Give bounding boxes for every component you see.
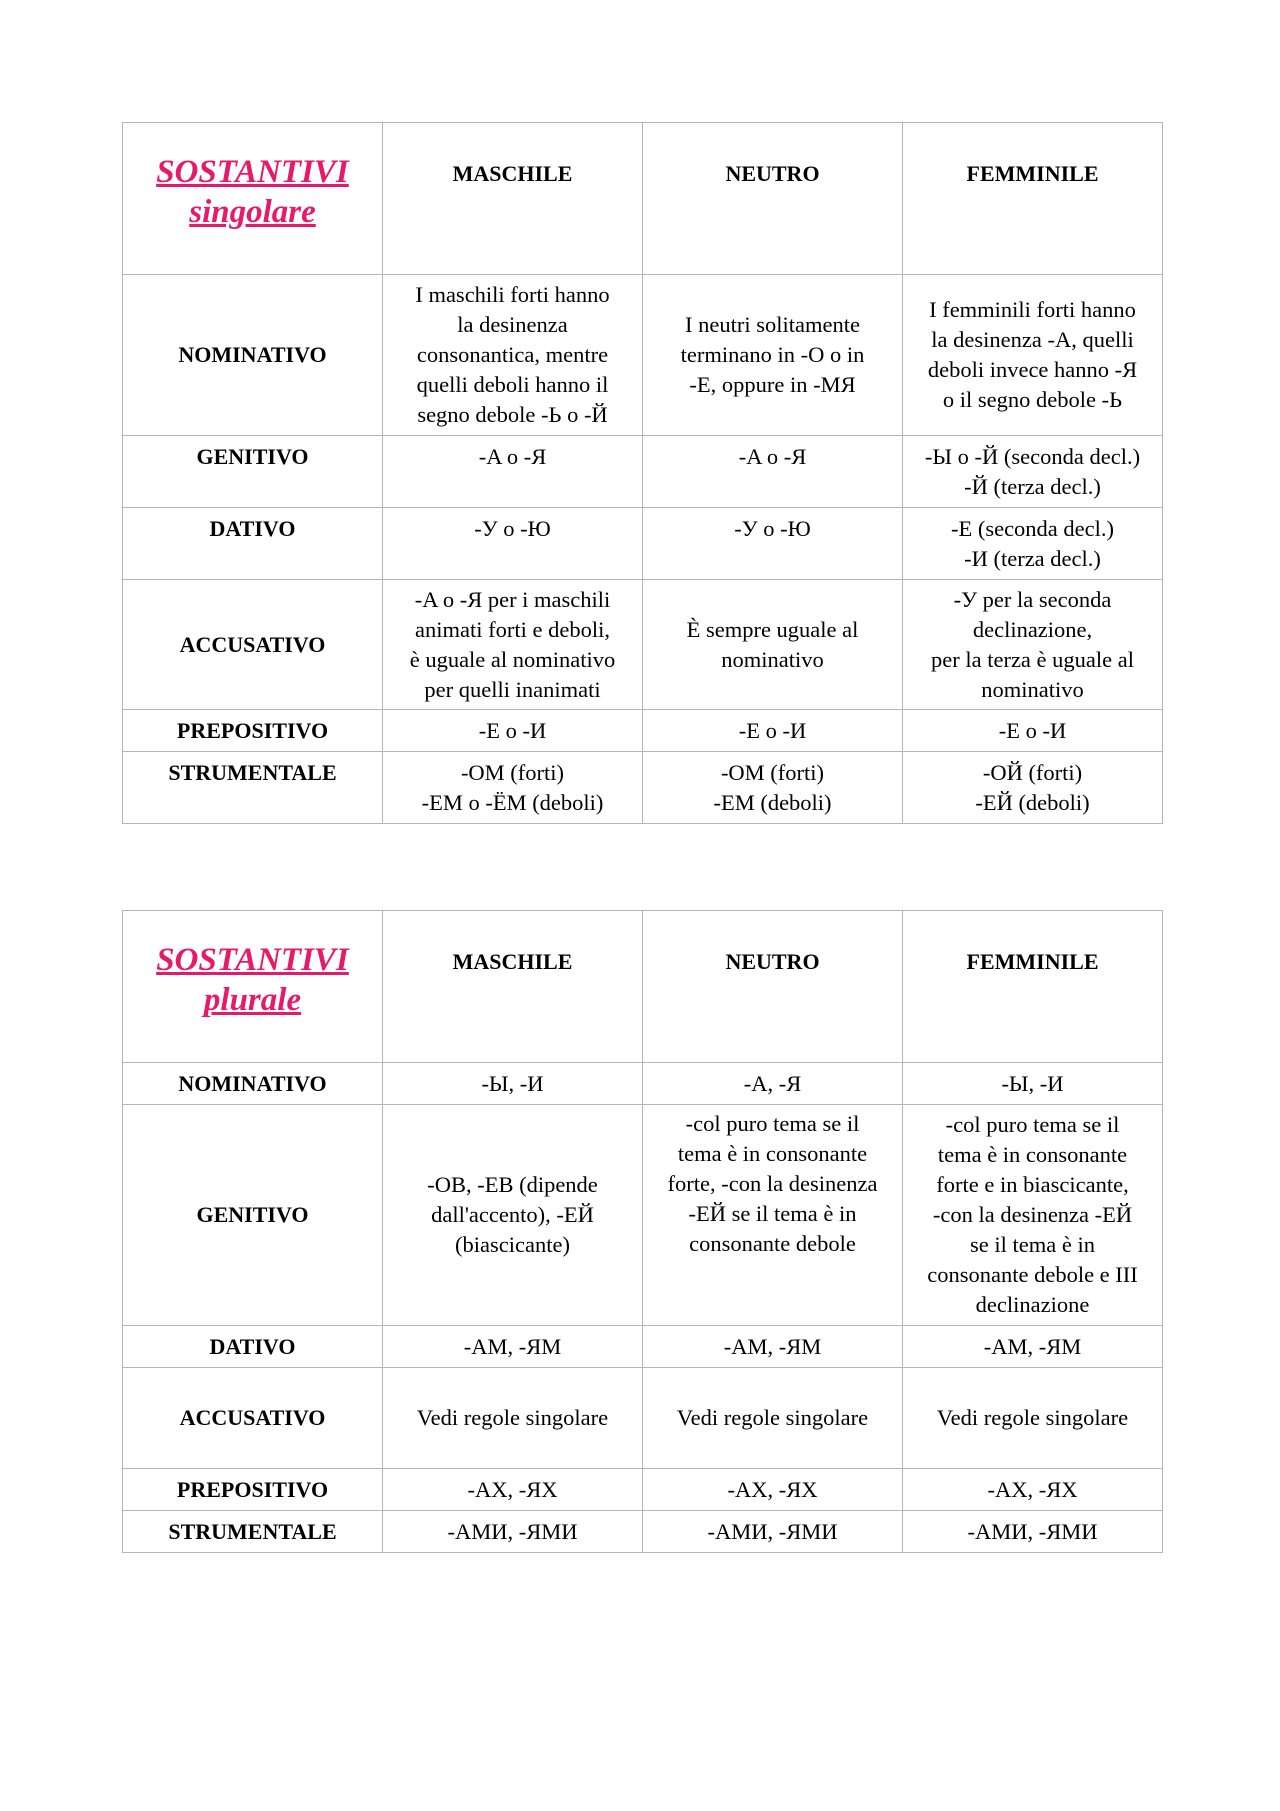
table-row-strumentale (123, 752, 1163, 824)
row-label: STRUMENTALE (123, 1511, 383, 1553)
row-label: ACCUSATIVO (123, 1368, 383, 1469)
table-row-prepositivo (123, 1469, 1163, 1511)
table-cell: -AMИ, -ЯМИ (383, 1511, 643, 1553)
table-cell: -OЙ (forti) -EЙ (deboli) (903, 752, 1163, 824)
row-label: DATIVO (123, 1326, 383, 1368)
table-cell: Vedi regole singolare (643, 1368, 903, 1469)
row-label: DATIVO (123, 508, 383, 580)
table-cell: -Ы, -И (903, 1063, 1163, 1105)
table-cell: -Ы o -Й (seconda decl.) -Й (terza decl.) (903, 436, 1163, 508)
table-cell: I femminili forti hanno la desinenza -A, quelli deboli invece hanno -Я o il segno debole -Ь (903, 275, 1163, 436)
table-cell: Vedi regole singolare (383, 1368, 643, 1469)
table-cell: I maschili forti hanno la desinenza consonantica, mentre quelli deboli hanno il segno debole -Ь o -Й (383, 275, 643, 436)
title-line-2: plurale (203, 981, 302, 1018)
row-label: PREPOSITIVO (123, 1469, 383, 1511)
title-line-1: SOSTANTIVI (156, 941, 349, 978)
column-header-neutro: NEUTRO (643, 911, 903, 1063)
table-cell: -OB, -EB (dipende dall'accento), -EЙ (biascicante) (383, 1105, 643, 1326)
table-cell: -У o -Ю (643, 508, 903, 580)
plural-declension-table (122, 910, 1163, 1553)
table-cell: -OM (forti) -EM (deboli) (643, 752, 903, 824)
table-cell: -AX, -ЯХ (643, 1469, 903, 1511)
table-cell: I neutri solitamente terminano in -O o in -E, oppure in -МЯ (643, 275, 903, 436)
column-header-maschile: MASCHILE (383, 123, 643, 275)
table-cell: -col puro tema se il tema è in consonante forte, -con la desinenza -EЙ se il tema è in consonante debole (643, 1105, 903, 1326)
table-row-prepositivo (123, 710, 1163, 752)
title-line-2: singolare (189, 193, 316, 230)
table-cell: -AX, -ЯХ (903, 1469, 1163, 1511)
row-label: NOMINATIVO (123, 1063, 383, 1105)
column-header-maschile: MASCHILE (383, 911, 643, 1063)
table-row-strumentale (123, 1511, 1163, 1553)
table-cell: È sempre uguale al nominativo (643, 580, 903, 710)
row-label: ACCUSATIVO (123, 580, 383, 710)
title-line-1: SOSTANTIVI (156, 153, 349, 190)
table-row-genitivo (123, 1105, 1163, 1326)
table-row-nominativo (123, 275, 1163, 436)
table-cell: -AX, -ЯХ (383, 1469, 643, 1511)
table-cell: -E o -И (643, 710, 903, 752)
table-cell: -E o -И (383, 710, 643, 752)
table-cell: -У per la seconda declinazione, per la terza è uguale al nominativo (903, 580, 1163, 710)
table-title (123, 911, 383, 1063)
table-cell: -A o -Я (383, 436, 643, 508)
table-row-accusativo (123, 580, 1163, 710)
column-header-femminile: FEMMINILE (903, 911, 1163, 1063)
table-cell: -AMИ, -ЯМИ (903, 1511, 1163, 1553)
table-cell: -Ы, -И (383, 1063, 643, 1105)
table-cell: -AM, -ЯМ (383, 1326, 643, 1368)
row-label: PREPOSITIVO (123, 710, 383, 752)
table-row-dativo (123, 1326, 1163, 1368)
header-row (123, 911, 1163, 1063)
table-cell: Vedi regole singolare (903, 1368, 1163, 1469)
table-cell: -У o -Ю (383, 508, 643, 580)
table-cell: -AM, -ЯМ (643, 1326, 903, 1368)
row-label: GENITIVO (123, 1105, 383, 1326)
table-cell: -E (seconda decl.) -И (terza decl.) (903, 508, 1163, 580)
table-cell: -A o -Я (643, 436, 903, 508)
row-label: GENITIVO (123, 436, 383, 508)
table-row-genitivo (123, 436, 1163, 508)
table-cell: -AM, -ЯМ (903, 1326, 1163, 1368)
column-header-femminile: FEMMINILE (903, 123, 1163, 275)
row-label: NOMINATIVO (123, 275, 383, 436)
table-cell: -AMИ, -ЯМИ (643, 1511, 903, 1553)
table-cell: -E o -И (903, 710, 1163, 752)
header-row (123, 123, 1163, 275)
column-header-neutro: NEUTRO (643, 123, 903, 275)
table-row-accusativo (123, 1368, 1163, 1469)
table-cell: -A, -Я (643, 1063, 903, 1105)
table-cell: -A o -Я per i maschili animati forti e deboli, è uguale al nominativo per quelli inanimati (383, 580, 643, 710)
singular-declension-table (122, 122, 1163, 824)
table-title (123, 123, 383, 275)
table-cell: -OM (forti) -EM o -ЁМ (deboli) (383, 752, 643, 824)
row-label: STRUMENTALE (123, 752, 383, 824)
table-cell: -col puro tema se il tema è in consonante forte e in biascicante, -con la desinenza -EЙ se il tema è in consonante debole e III declinazione (903, 1105, 1163, 1326)
table-row-nominativo (123, 1063, 1163, 1105)
table-row-dativo (123, 508, 1163, 580)
